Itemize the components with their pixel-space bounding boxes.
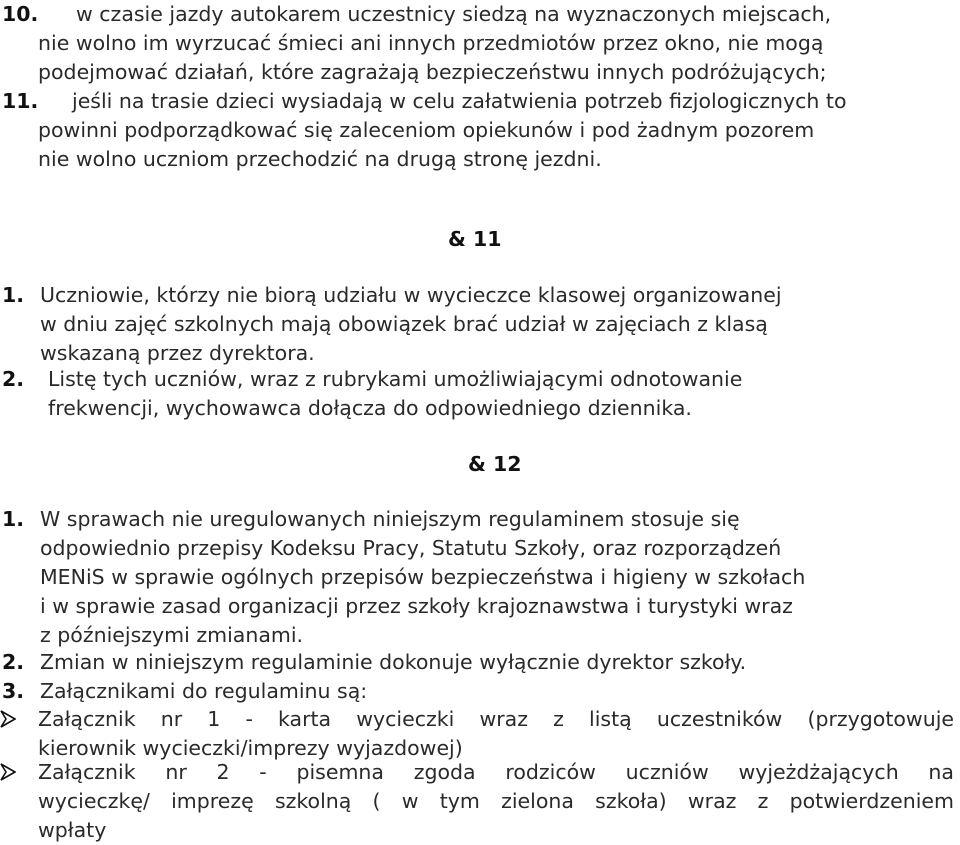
item-text-line: Zmian w niniejszym regulaminie dokonuje wyłącznie dyrektor szkoły. <box>40 650 747 674</box>
attachment-text-line: Załącznik nr 2 - pisemna zgoda rodziców uczniów wyjeżdżających na <box>38 760 954 784</box>
item-text-line: Załącznikami do regulaminu są: <box>40 679 368 703</box>
item-text-line: Uczniowie, którzy nie biorą udziału w wycieczce klasowej organizowanej <box>40 283 782 307</box>
attachment-text-line: kierownik wycieczki/imprezy wyjazdowej) <box>38 736 463 760</box>
item-number: 1. <box>2 507 25 531</box>
item-text-line: W sprawach nie uregulowanych niniejszym regulaminem stosuje się <box>40 507 740 531</box>
item-text-line: powinni podporządkować się zaleceniom opiekunów i pod żadnym pozorem <box>38 118 815 142</box>
item-text-line: w dniu zajęć szkolnych mają obowiązek brać udział w zajęciach z klasą <box>40 312 768 336</box>
item-text-line: z późniejszymi zmianami. <box>40 623 304 647</box>
arrow-bullet-icon <box>0 710 18 730</box>
item-number: 2. <box>2 650 25 674</box>
item-text-line: podejmować działań, które zagrażają bezpieczeństwu innych podróżujących; <box>38 60 827 84</box>
item-number: 3. <box>2 679 25 703</box>
attachment-text-line: Załącznik nr 1 - karta wycieczki wraz z listą uczestników (przygotowuje <box>38 707 954 731</box>
item-text-line: nie wolno im wyrzucać śmieci ani innych przedmiotów przez okno, nie mogą <box>38 31 824 55</box>
section-heading-11: & 11 <box>448 227 502 251</box>
attachment-text-line: wycieczkę/ imprezę szkolną ( w tym zielona szkoła) wraz z potwierdzeniem <box>38 789 954 813</box>
item-text-line: frekwencji, wychowawca dołącza do odpowiedniego dziennika. <box>48 396 692 420</box>
item-text-line: wskazaną przez dyrektora. <box>40 341 315 365</box>
item-number: 1. <box>2 283 25 307</box>
item-text-line: nie wolno uczniom przechodzić na drugą stronę jezdni. <box>38 147 602 171</box>
item-text-line: jeśli na trasie dzieci wysiadają w celu załatwienia potrzeb fizjologicznych to <box>72 89 847 113</box>
item-text-line: w czasie jazdy autokarem uczestnicy siedzą na wyznaczonych miejscach, <box>76 2 832 26</box>
arrow-bullet-icon <box>0 763 18 783</box>
attachment-text-line: wpłaty <box>38 818 107 842</box>
item-number: 2. <box>2 367 25 391</box>
item-text-line: Listę tych uczniów, wraz z rubrykami umożliwiającymi odnotowanie <box>48 367 743 391</box>
item-text-line: odpowiednio przepisy Kodeksu Pracy, Statutu Szkoły, oraz rozporządzeń <box>40 536 782 560</box>
section-heading-12: & 12 <box>468 452 522 476</box>
item-number: 11. <box>2 89 39 113</box>
item-text-line: i w sprawie zasad organizacji przez szkoły krajoznawstwa i turystyki wraz <box>40 594 793 618</box>
item-number: 10. <box>2 2 39 26</box>
item-text-line: MENiS w sprawie ogólnych przepisów bezpieczeństwa i higieny w szkołach <box>40 565 806 589</box>
